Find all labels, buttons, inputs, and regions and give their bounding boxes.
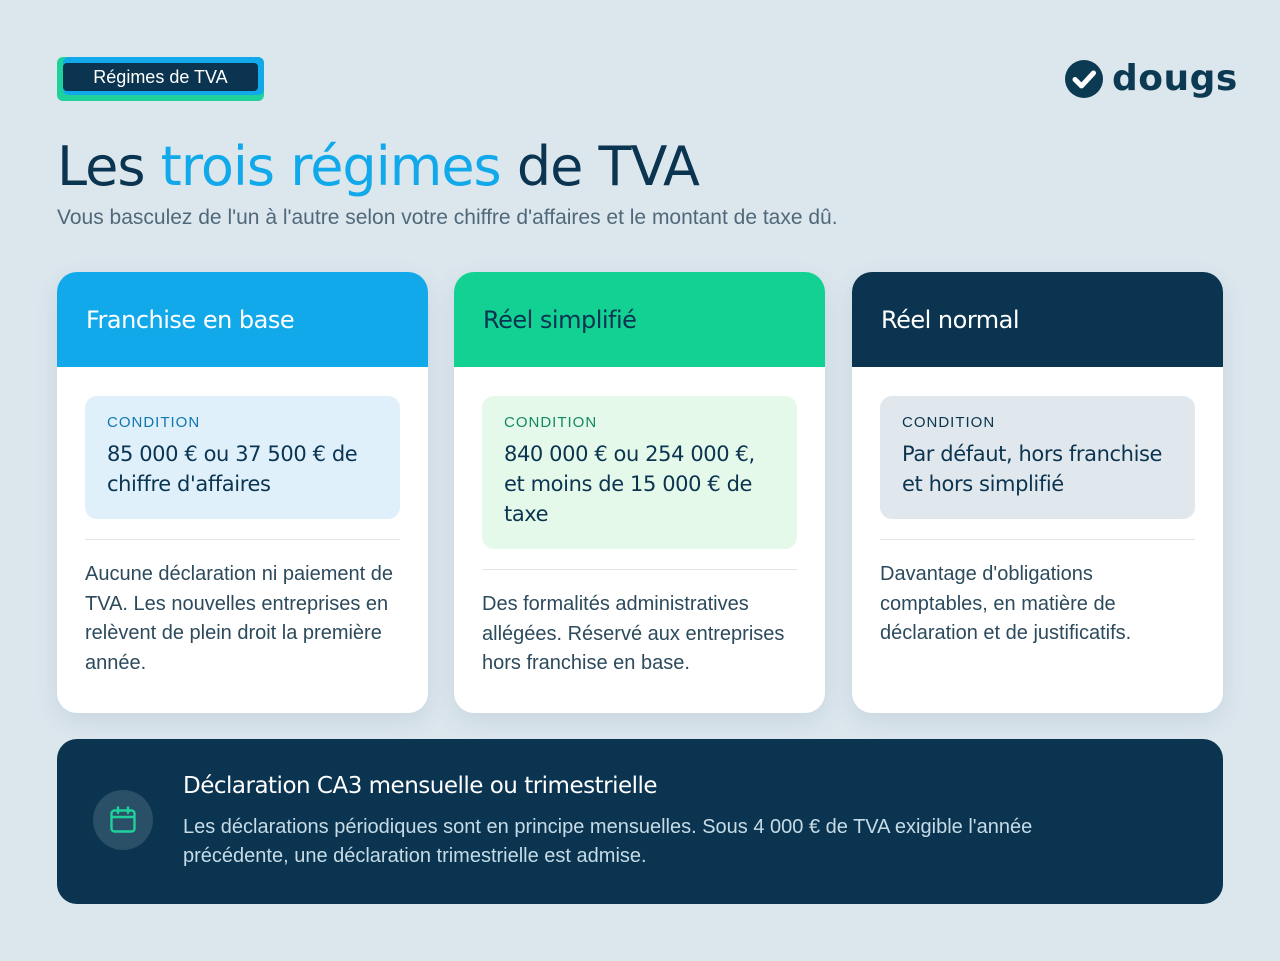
brand-logo [1064, 58, 1238, 99]
condition-value: 840 000 € ou 254 000 €, et moins de 15 000 € de taxe [504, 442, 755, 526]
condition-label: CONDITION [504, 414, 598, 431]
page-subtitle: Vous basculez de l'un à l'autre selon votre chiffre d'affaires et le montant de taxe dû. [57, 206, 838, 229]
condition-value: Par défaut, hors franchise et hors simplifié [902, 442, 1163, 496]
card-description: Des formalités administratives allégées. Réservé aux entreprises hors franchise en base. [482, 593, 785, 674]
card-title: Franchise en base [57, 272, 428, 367]
banner-title: Déclaration CA3 mensuelle ou trimestrielle [183, 773, 658, 799]
condition-box [482, 396, 797, 549]
card-description: Davantage d'obligations comptables, en matière de déclaration et de justificatifs. [880, 563, 1132, 644]
condition-label: CONDITION [902, 414, 996, 431]
category-tag [57, 57, 264, 101]
card-description: Aucune déclaration ni paiement de TVA. Les nouvelles entreprises en relèvent de plein droit la première année. [85, 563, 393, 674]
card-reel-simplifie [454, 272, 825, 713]
calendar-icon [108, 805, 138, 835]
calendar-icon-badge [93, 790, 153, 850]
divider [880, 539, 1195, 540]
title-highlight: trois régimes [160, 135, 501, 198]
condition-box [880, 396, 1195, 519]
card-franchise-en-base [57, 272, 428, 713]
divider [482, 569, 797, 570]
page-title [57, 136, 699, 198]
brand-name: dougs [1112, 58, 1238, 99]
check-circle-icon [1064, 59, 1104, 99]
divider [85, 539, 400, 540]
title-before: Les [57, 135, 161, 198]
banner-text: Les déclarations périodiques sont en principe mensuelles. Sous 4 000 € de TVA exigible l'année précédente, une déclaration trimestrielle est admise. [183, 816, 1033, 867]
tag-label: Régimes de TVA [63, 63, 258, 91]
title-after: de TVA [500, 135, 699, 198]
condition-value: 85 000 € ou 37 500 € de chiffre d'affaires [107, 442, 358, 496]
card-title: Réel normal [852, 272, 1223, 367]
declaration-banner [57, 739, 1223, 904]
card-reel-normal [852, 272, 1223, 713]
condition-box [85, 396, 400, 519]
condition-label: CONDITION [107, 414, 201, 431]
card-title: Réel simplifié [454, 272, 825, 367]
